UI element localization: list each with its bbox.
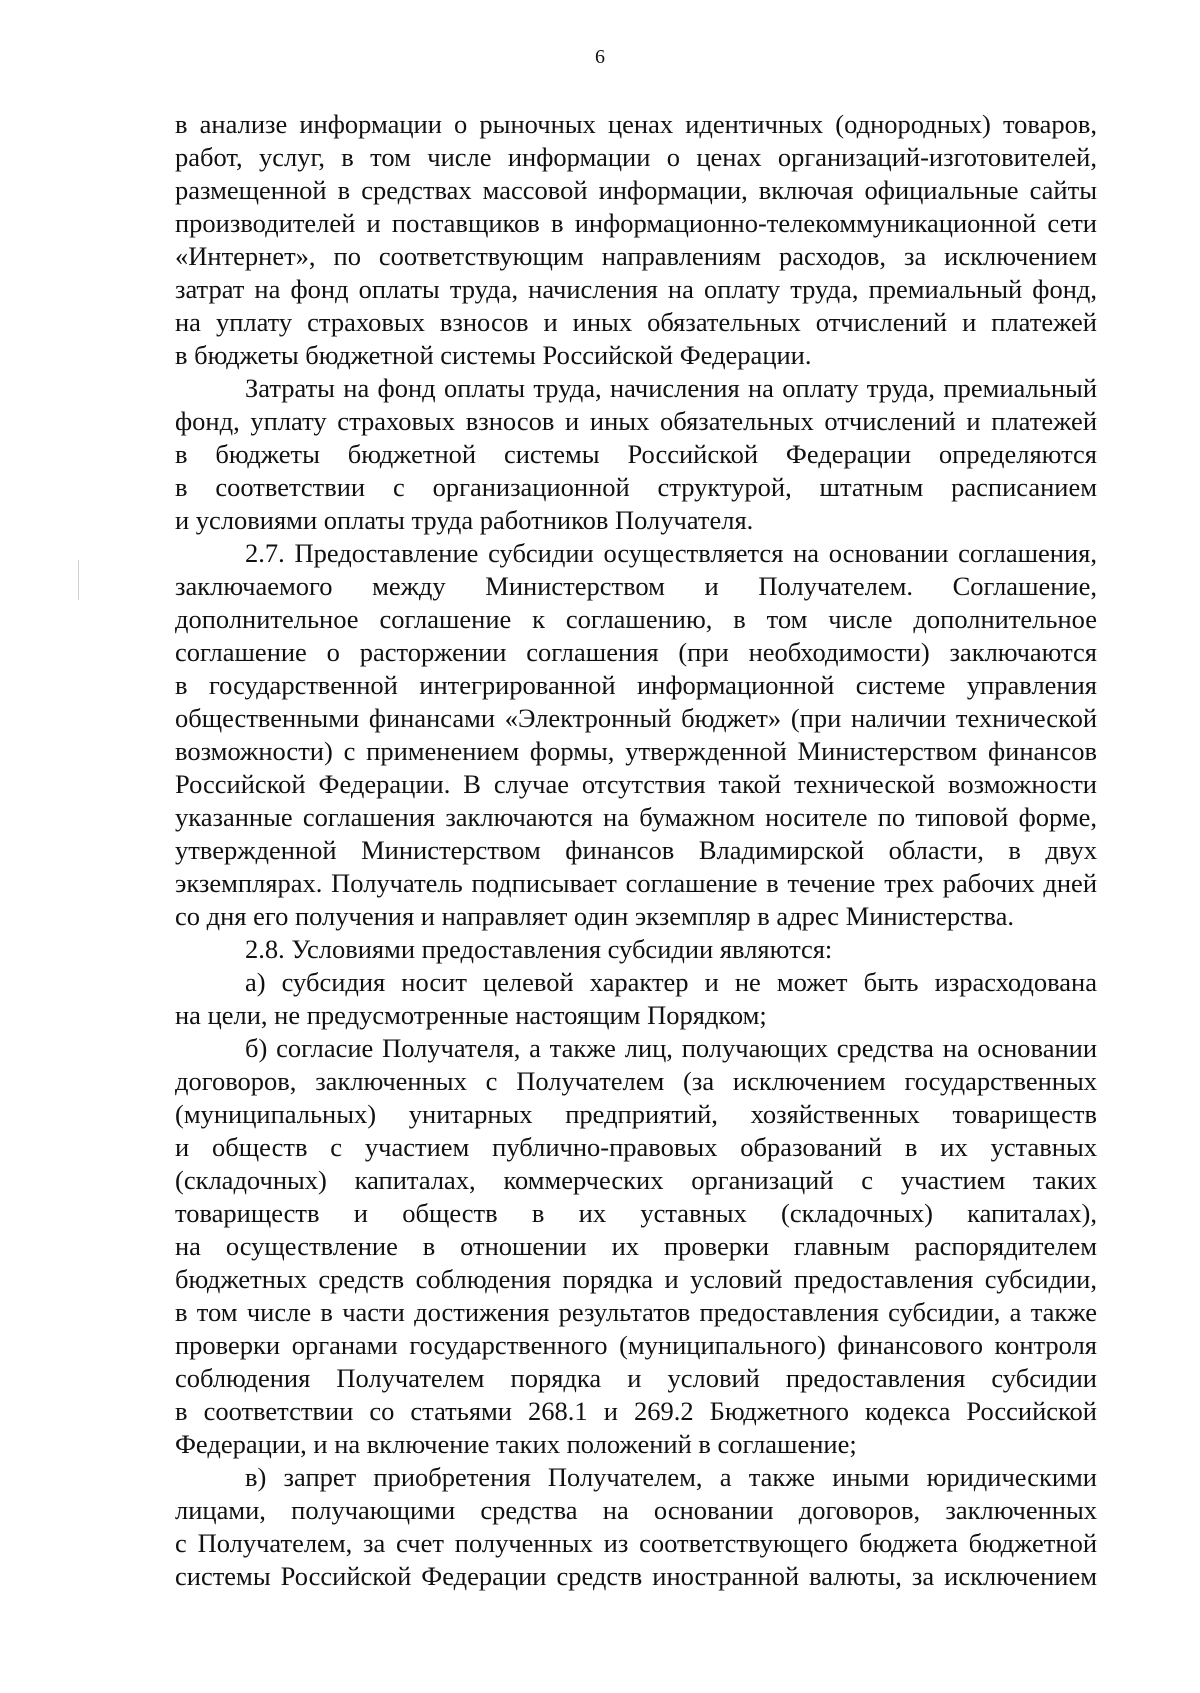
text-line: на уплату страховых взносов и иных обязательных отчислений и платежей xyxy=(175,307,1097,337)
text-line: на цели, не предусмотренные настоящим Порядком; xyxy=(175,1000,767,1030)
page-number: 6 xyxy=(595,46,605,68)
paragraph xyxy=(175,108,1097,372)
text-line: соглашение о расторжении соглашения (при необходимости) заключаются xyxy=(175,637,1097,667)
text-line: фонд, уплату страховых взносов и иных обязательных отчислений и платежей xyxy=(175,406,1097,436)
text-line: в бюджеты бюджетной системы Российской Федерации. xyxy=(175,340,812,370)
paragraph xyxy=(175,1032,1097,1461)
text-line: (муниципальных) унитарных предприятий, хозяйственных товариществ xyxy=(175,1099,1097,1129)
text-line: товариществ и обществ в их уставных (складочных) капиталах), xyxy=(175,1198,1097,1228)
text-line: в анализе информации о рыночных ценах идентичных (однородных) товаров, xyxy=(175,109,1097,139)
text-line: дополнительное соглашение к соглашению, в том числе дополнительное xyxy=(175,604,1097,634)
text-line: «Интернет», по соответствующим направлениям расходов, за исключением xyxy=(175,241,1097,271)
text-line: 2.7. Предоставление субсидии осуществляется на основании соглашения, xyxy=(245,538,1097,568)
text-line: в том числе в части достижения результатов предоставления субсидии, а также xyxy=(175,1297,1097,1327)
text-line: а) субсидия носит целевой характер и не может быть израсходована xyxy=(245,967,1097,997)
text-line: на осуществление в отношении их проверки главным распорядителем xyxy=(175,1231,1097,1261)
text-line: со дня его получения и направляет один экземпляр в адрес Министерства. xyxy=(175,901,1015,931)
text-line: и условиями оплаты труда работников Получателя. xyxy=(175,505,754,535)
text-line: в бюджеты бюджетной системы Российской Федерации определяются xyxy=(175,439,1097,469)
text-line: договоров, заключенных с Получателем (за исключением государственных xyxy=(175,1066,1097,1096)
text-line: общественными финансами «Электронный бюджет» (при наличии технической xyxy=(175,703,1097,733)
paragraph xyxy=(175,966,1097,1032)
text-line: лицами, получающими средства на основании договоров, заключенных xyxy=(175,1495,1097,1525)
text-line: соблюдения Получателем порядка и условий предоставления субсидии xyxy=(175,1363,1097,1393)
text-line: указанные соглашения заключаются на бумажном носителе по типовой форме, xyxy=(175,802,1097,832)
text-line: Российской Федерации. В случае отсутствия такой технической возможности xyxy=(175,769,1097,799)
text-line: в соответствии со статьями 268.1 и 269.2 Бюджетного кодекса Российской xyxy=(175,1396,1097,1426)
text-line: утвержденной Министерством финансов Владимирской области, в двух xyxy=(175,835,1097,865)
scan-margin-line xyxy=(78,560,79,600)
text-line: экземплярах. Получатель подписывает соглашение в течение трех рабочих дней xyxy=(175,868,1097,898)
text-line: проверки органами государственного (муниципального) финансового контроля xyxy=(175,1330,1097,1360)
text-line: возможности) с применением формы, утвержденной Министерством финансов xyxy=(175,736,1097,766)
text-line: Федерации, и на включение таких положений в соглашение; xyxy=(175,1429,857,1459)
text-line: затрат на фонд оплаты труда, начисления на оплату труда, премиальный фонд, xyxy=(175,274,1097,304)
text-line: (складочных) капиталах, коммерческих организаций с участием таких xyxy=(175,1165,1097,1195)
paragraph xyxy=(175,372,1097,537)
paragraph xyxy=(175,1461,1097,1593)
text-line: системы Российской Федерации средств иностранной валюты, за исключением xyxy=(175,1561,1097,1591)
paragraph xyxy=(175,933,1097,966)
text-line: в соответствии с организационной структурой, штатным расписанием xyxy=(175,472,1097,502)
text-line: размещенной в средствах массовой информации, включая официальные сайты xyxy=(175,175,1097,205)
text-line: Затраты на фонд оплаты труда, начисления на оплату труда, премиальный xyxy=(245,373,1097,403)
text-line: и обществ с участием публично-правовых образований в их уставных xyxy=(175,1132,1097,1162)
text-line: б) согласие Получателя, а также лиц, получающих средства на основании xyxy=(245,1033,1097,1063)
paragraph xyxy=(175,537,1097,933)
text-line: в государственной интегрированной информационной системе управления xyxy=(175,670,1097,700)
text-line: заключаемого между Министерством и Получателем. Соглашение, xyxy=(175,571,1097,601)
text-line: бюджетных средств соблюдения порядка и условий предоставления субсидии, xyxy=(175,1264,1097,1294)
document-body xyxy=(175,108,1097,1593)
text-line: производителей и поставщиков в информационно-телекоммуникационной сети xyxy=(175,208,1097,238)
text-line: 2.8. Условиями предоставления субсидии являются: xyxy=(245,934,833,964)
text-line: с Получателем, за счет полученных из соответствующего бюджета бюджетной xyxy=(175,1528,1097,1558)
text-line: работ, услуг, в том числе информации о ценах организаций-изготовителей, xyxy=(175,142,1097,172)
text-line: в) запрет приобретения Получателем, а также иными юридическими xyxy=(245,1462,1097,1492)
